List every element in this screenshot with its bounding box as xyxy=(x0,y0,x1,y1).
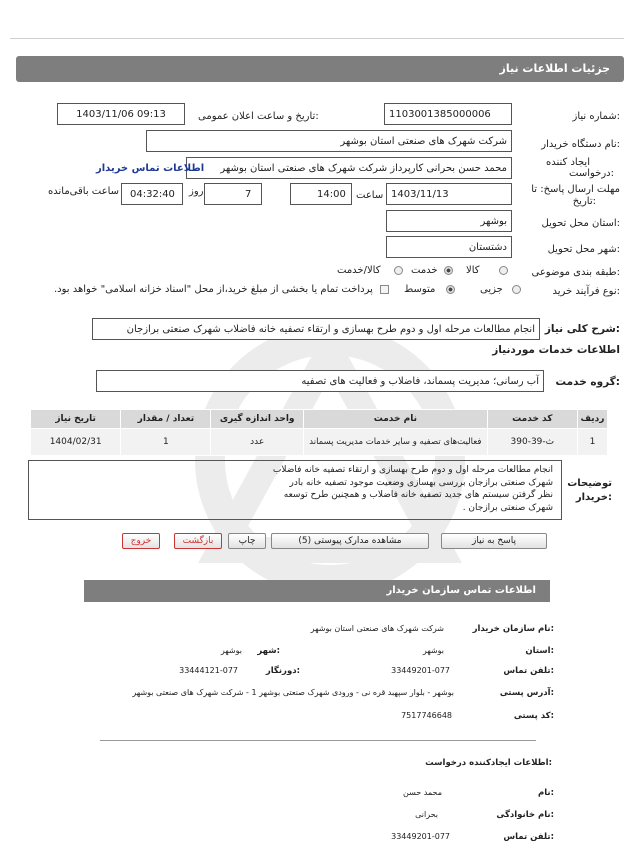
province-label: استان محل تحویل: xyxy=(541,218,620,229)
col-header-service-code: کد خدمت xyxy=(487,410,577,429)
process-option-medium: متوسط xyxy=(404,284,436,295)
creator-family-label: نام خانوادگی: xyxy=(496,810,554,820)
contact-org-label: نام سازمان خریدار: xyxy=(472,624,554,634)
contact-address: بوشهر - بلوار سپهبد قره نی - ورودی شهرک صنعتی بوشهر 1 - شرکت شهرک های صنعتی بوشهر xyxy=(132,688,454,697)
service-group-field: آب رسانی؛ مدیریت پسماند، فاضلاب و فعالیت های تصفیه xyxy=(96,370,544,392)
category-option-goods: کالا xyxy=(466,265,480,276)
col-header-need-date: تاریخ نیاز xyxy=(31,410,121,429)
services-info-title: اطلاعات خدمات موردنیاز xyxy=(492,344,620,356)
need-number-label: شماره نیاز: xyxy=(572,111,620,122)
creator-family: بحرانی xyxy=(415,810,438,819)
contact-postal-label: کد پستی: xyxy=(513,711,554,721)
contact-header xyxy=(84,580,550,602)
top-divider xyxy=(10,38,624,39)
contact-address-label: آدرس پستی: xyxy=(499,688,554,698)
contact-city-label: شهر: xyxy=(257,646,280,656)
back-button[interactable]: بازگشت xyxy=(174,533,222,549)
description-line-2: شهرک صنعتی برازجان بررسی بهسازی وضعیت موجود تصفیه خانه بادر xyxy=(289,477,553,488)
deadline-date-field: 1403/11/13 xyxy=(386,183,512,205)
need-number-field: 1103001385000006 xyxy=(384,103,512,125)
description-label-2: خریدار: xyxy=(575,492,612,503)
creator-info-title: اطلاعات ایجادکننده درخواست: xyxy=(425,758,552,768)
contact-phone: 33449201-077 xyxy=(391,666,450,675)
description-line-1: انجام مطالعات مرحله اول و دوم طرح بهسازی و ارتقاء تصفیه خانه فاضلاب xyxy=(272,465,553,475)
cell-quantity: 1 xyxy=(121,429,211,456)
creator-name: محمد حسن xyxy=(403,788,442,797)
description-line-3: نظر گرفتن سیستم های جدید تصفیه خانه فاضلاب و همچنین طرح توسعه xyxy=(283,490,553,500)
cell-service-name: فعالیت‌های تصفیه و سایر خدمات مدیریت پسماند xyxy=(303,429,487,456)
summary-label: شرح کلی نیاز: xyxy=(544,323,620,335)
category-option-service: خدمت xyxy=(411,265,438,276)
creator-label-1: ایجاد کننده xyxy=(546,157,590,168)
process-radio-minor[interactable] xyxy=(512,285,521,294)
reply-button[interactable]: پاسخ به نیاز xyxy=(441,533,547,549)
deadline-time-field: 14:00 xyxy=(290,183,352,205)
remaining-time-field: 04:32:40 xyxy=(121,183,183,205)
col-header-quantity: تعداد / مقدار xyxy=(121,410,211,429)
city-field: دشتستان xyxy=(386,236,512,258)
description-field xyxy=(28,460,562,520)
payment-note: پرداخت تمام یا بخشی از مبلغ خرید،از محل "اسناد خزانه اسلامی" خواهد بود. xyxy=(54,284,373,295)
description-label-1: توضیحات xyxy=(567,478,612,489)
announce-label: تاریخ و ساعت اعلان عمومی: xyxy=(198,111,319,122)
creator-field: محمد حسن بحرانی کارپرداز شرکت شهرک های صنعتی استان بوشهر xyxy=(186,157,512,179)
category-radio-goods[interactable] xyxy=(499,266,508,275)
col-header-unit: واحد اندازه گیری xyxy=(211,410,303,429)
col-header-row-number: ردیف xyxy=(577,410,607,429)
attachments-button[interactable]: مشاهده مدارک پیوستی (5) xyxy=(271,533,429,549)
print-button[interactable]: چاپ xyxy=(228,533,266,549)
exit-button[interactable]: خروج xyxy=(122,533,160,549)
time-label: ساعت xyxy=(356,190,384,201)
announce-field: 1403/11/06 09:13 xyxy=(57,103,185,125)
cell-row-number: 1 xyxy=(577,429,607,456)
city-label: شهر محل تحویل: xyxy=(547,244,620,255)
day-label: روز xyxy=(189,186,204,197)
table-header-row xyxy=(31,410,608,429)
buyer-org-field: شرکت شهرک های صنعتی استان بوشهر xyxy=(146,130,512,152)
table-row xyxy=(31,429,608,456)
contact-fax: 33444121-077 xyxy=(179,666,238,675)
day-count-field: 7 xyxy=(204,183,262,205)
deadline-label-1: مهلت ارسال پاسخ: تا xyxy=(531,184,620,195)
contact-divider xyxy=(100,740,536,741)
contact-city: بوشهر xyxy=(220,646,242,655)
buyer-contact-link[interactable]: اطلاعات تماس خریدار xyxy=(96,163,205,174)
contact-province: بوشهر xyxy=(422,646,444,655)
contact-province-label: استان: xyxy=(525,646,554,656)
contact-title: اطلاعات تماس سازمان خریدار xyxy=(386,585,536,596)
payment-checkbox[interactable] xyxy=(380,285,389,294)
buyer-org-label: نام دستگاه خریدار: xyxy=(541,139,620,150)
summary-field: انجام مطالعات مرحله اول و دوم طرح بهسازی و ارتقاء تصفیه خانه فاضلاب شهرک صنعتی برازجان xyxy=(92,318,540,340)
contact-org: شرکت شهرک های صنعتی استان بوشهر xyxy=(310,624,444,633)
cell-unit: عدد xyxy=(211,429,303,456)
category-radio-service[interactable] xyxy=(444,266,453,275)
creator-phone-label: تلفن تماس: xyxy=(503,832,554,842)
contact-postal: 7517746648 xyxy=(401,711,452,720)
category-option-goods-service: کالا/خدمت xyxy=(337,265,381,276)
process-radio-medium[interactable] xyxy=(446,285,455,294)
category-label: طبقه بندی موضوعی: xyxy=(531,267,620,278)
creator-label-2: درخواست: xyxy=(569,168,614,179)
description-line-4: شهرک صنعتی برازجان . xyxy=(462,502,553,513)
deadline-label-2: تاریخ: xyxy=(572,196,596,207)
process-label: نوع فرآیند خرید: xyxy=(552,286,620,297)
service-group-label: گروه خدمت: xyxy=(555,376,620,388)
services-table xyxy=(30,409,608,456)
page-header xyxy=(16,56,624,82)
category-radio-goods-service[interactable] xyxy=(394,266,403,275)
col-header-service-name: نام خدمت xyxy=(303,410,487,429)
contact-phone-label: تلفن تماس: xyxy=(503,666,554,676)
remaining-label: ساعت باقی‌مانده xyxy=(48,186,120,197)
cell-need-date: 1404/02/31 xyxy=(31,429,121,456)
creator-name-label: نام: xyxy=(537,788,554,798)
process-option-minor: جزیی xyxy=(480,284,503,295)
page-title: جزئیات اطلاعات نیاز xyxy=(499,62,610,75)
creator-phone: 33449201-077 xyxy=(391,832,450,841)
province-field: بوشهر xyxy=(386,210,512,232)
cell-service-code: ث-39-390 xyxy=(487,429,577,456)
contact-fax-label: دورنگار: xyxy=(265,666,300,676)
